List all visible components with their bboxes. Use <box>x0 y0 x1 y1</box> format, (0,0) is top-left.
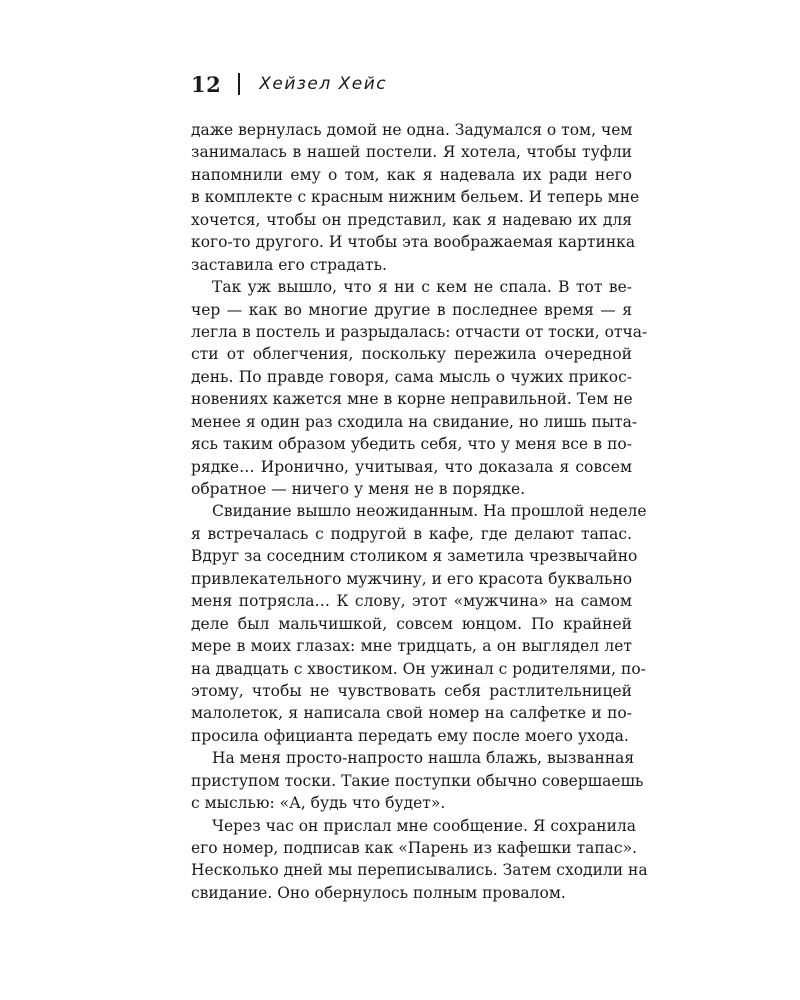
author-name: Хейзел Хейс <box>259 74 388 94</box>
text-line: Вдруг за соседним столиком я заметила чрезвычайно <box>191 547 638 566</box>
text-line: даже вернулась домой не одна. Задумался о том, чем <box>191 121 633 139</box>
text-line: в комплекте с красным нижним бельем. И теперь мне <box>191 188 640 207</box>
text-line: этому, чтобы не чувствовать себя растлительницей <box>191 681 632 700</box>
text-line: на двадцать с хвостиком. Он ужинал с родителями, по- <box>191 659 646 678</box>
text-line: привлекательного мужчину, и его красота буквально <box>191 569 633 588</box>
text-line: сти от облегчения, поскольку пережила очередной <box>191 345 632 364</box>
text-line: Через час он прислал мне сообщение. Я сохранила <box>212 816 636 835</box>
paragraph <box>191 119 640 276</box>
text-line: занималась в нашей постели. Я хотела, чтобы туфли <box>191 143 632 162</box>
text-line: мере в моих глазах: мне тридцать, а он выглядел лет <box>191 637 632 656</box>
text-line: приступом тоски. Такие поступки обычно совершаешь <box>191 771 644 790</box>
text-line: менее я один раз сходила на свидание, но лишь пыта- <box>191 412 638 431</box>
running-head <box>191 68 387 100</box>
paragraph <box>191 276 648 500</box>
text-line: свидание. Оно обернулось полным провалом. <box>191 883 566 902</box>
text-line: хочется, чтобы он представил, как я надеваю их для <box>191 210 632 229</box>
text-line: легла в постель и разрыдалась: отчасти от тоски, отча- <box>191 322 648 341</box>
paragraph <box>191 815 648 905</box>
text-line: ясь таким образом убедить себя, что у меня все в по- <box>191 435 632 454</box>
page-number: 12 <box>191 71 222 97</box>
text-line: деле был мальчишкой, совсем юнцом. По крайней <box>191 614 632 633</box>
text-line: меня потрясла… К слову, этот «мужчина» на самом <box>191 592 632 611</box>
text-line: чер — как во многие другие в последнее время — я <box>191 300 632 319</box>
text-line: напомнили ему о том, как я надевала их ради него <box>191 165 632 184</box>
header-separator <box>238 73 240 95</box>
text-line: рядке… Иронично, учитывая, что доказала я совсем <box>191 457 632 476</box>
text-line: я встречалась с подругой в кафе, где делают тапас. <box>191 524 632 543</box>
text-line: На меня просто-напросто нашла блажь, вызванная <box>212 749 635 768</box>
text-line: с мыслью: «А, будь что будет». <box>191 794 446 813</box>
text-line: кого-то другого. И чтобы эта воображаемая картинка <box>191 233 636 252</box>
text-line: просила официанта передать ему после моего ухода. <box>191 726 629 745</box>
text-line: Так уж вышло, что я ни с кем не спала. В тот ве- <box>212 278 632 297</box>
text-line: заставила его страдать. <box>191 255 387 274</box>
paragraph <box>191 747 644 814</box>
text-line: день. По правде говоря, сама мысль о чужих прикос- <box>191 367 632 386</box>
text-line: новениях кажется мне в корне неправильной. Тем не <box>191 390 633 409</box>
text-line: обратное — ничего у меня не в порядке. <box>191 480 526 498</box>
text-line: Несколько дней мы переписывались. Затем сходили на <box>191 861 648 880</box>
text-line: его номер, подписав как «Парень из кафешки тапас». <box>191 839 638 857</box>
paragraph <box>191 500 647 747</box>
body-text <box>191 119 648 904</box>
text-line: малолеток, я написала свой номер на салфетке и по- <box>191 704 632 723</box>
text-line: Свидание вышло неожиданным. На прошлой неделе <box>212 502 647 521</box>
